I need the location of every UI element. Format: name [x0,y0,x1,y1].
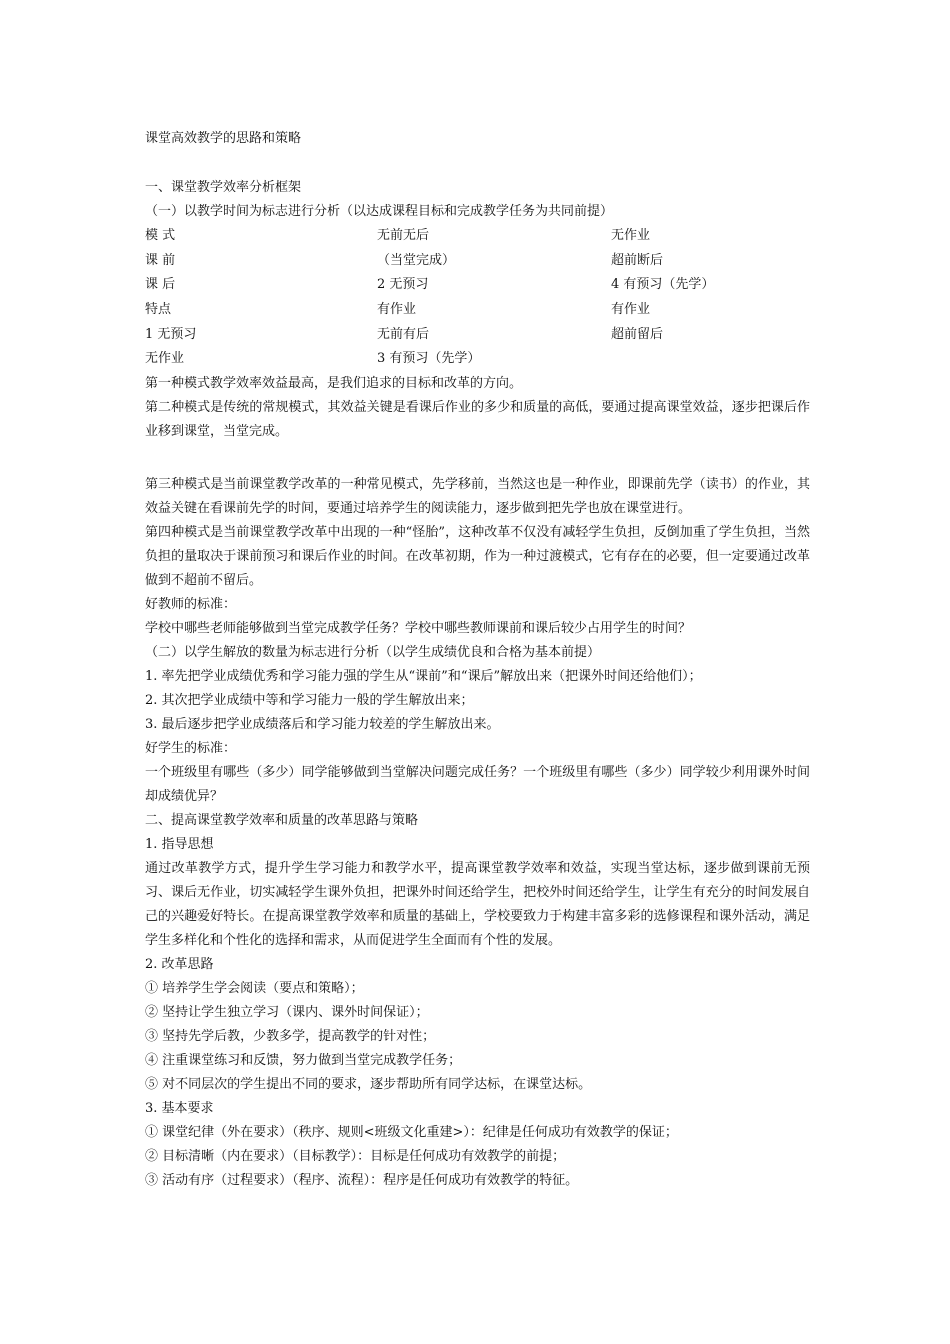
table-row [145,347,810,372]
table-cell: 有作业 [611,302,651,318]
table-cell: 无前无后 [377,228,430,243]
list-item: ③ 坚持先学后教，少教多学，提高教学的针对性； [145,1029,436,1044]
section-1-header [145,176,810,224]
mode-4-paragraph: 第四种模式是当前课堂教学改革中出现的一种“怪胎”，这种改革不仅没有减轻学生负担，反倒加重了学生负担，当然负担的量取决于课前预习和课后作业的时间。在改革初期，作为一种过渡模式，它有存在的必要，但一定要通过改革做到不超前不留后。 [145,525,810,588]
main-body [145,473,810,1193]
section-2-heading: 二、提高课堂教学效率和质量的改革思路与策略 [145,813,419,828]
table-cell: （当堂完成） [377,252,456,268]
table-cell: 无作业 [145,351,185,367]
list-item: 2. 其次把学业成绩中等和学习能力一般的学生解放出来； [145,693,474,708]
list-item: ④ 注重课堂练习和反馈，努力做到当堂完成教学任务； [145,1053,462,1068]
table-cell: 1 无预习 [145,326,197,342]
document-title: 课堂高效教学的思路和策略 [145,131,302,146]
table-cell: 特点 [145,302,172,318]
table-row [145,249,810,274]
guiding-heading: 1. 指导思想 [145,837,214,852]
mode-3-paragraph: 第三种模式是当前课堂教学改革的一种常见模式，先学移前，当然这也是一种作业，即课前先学（读书）的作业，其效益关键在看课前先学的时间，要通过培养学生的阅读能力，逐步做到把先学也放在课堂进行。 [145,477,810,516]
table-cell: 无作业 [611,228,651,243]
table-row [145,323,810,348]
good-student-paragraph: 一个班级里有哪些（多少）同学能够做到当堂解决问题完成任务？一个班级里有哪些（多少）同学较少利用课外时间却成绩优异？ [145,765,810,804]
list-item: ① 课堂纪律（外在要求）（秩序、规则<班级文化重建>）：纪律是任何成功有效教学的保证； [145,1125,678,1140]
good-teacher-heading: 好教师的标准： [145,597,237,612]
list-item: ⑤ 对不同层次的学生提出不同的要求，逐步帮助所有同学达标，在课堂达标。 [145,1077,592,1092]
reform-heading: 2. 改革思路 [145,957,214,972]
list-item: ② 目标清晰（内在要求）（目标教学）：目标是任何成功有效教学的前提； [145,1149,566,1164]
list-item: 3. 最后逐步把学业成绩落后和学习能力较差的学生解放出来。 [145,717,500,732]
table-row [145,298,810,323]
good-teacher-paragraph: 学校中哪些老师能够做到当堂完成教学任务？学校中哪些教师课前和课后较少占用学生的时间？ [145,621,692,636]
table-row [145,224,810,249]
mode-analysis-1-2 [145,372,810,444]
mode-1-paragraph: 第一种模式教学效率效益最高，是我们追求的目标和改革的方向。 [145,376,523,391]
section-1-heading: 一、课堂教学效率分析框架 [145,180,302,195]
good-student-heading: 好学生的标准： [145,741,237,756]
table-row [145,273,810,298]
list-item: ② 坚持让学生独立学习（课内、课外时间保证）； [145,1005,429,1020]
list-item: ① 培养学生学会阅读（要点和策略）； [145,981,364,996]
table-cell: 模 式 [145,228,176,243]
table-cell: 课 前 [145,252,176,268]
table-cell: 课 后 [145,277,176,293]
subsection-2-heading: （二）以学生解放的数量为标志进行分析（以学生成绩优良和合格为基本前提） [145,645,601,660]
mode-2-paragraph: 第二种模式是传统的常规模式，其效益关键是看课后作业的多少和质量的高低，要通过提高课堂效益，逐步把课后作业移到课堂，当堂完成。 [145,400,810,439]
mode-table [145,224,810,372]
subsection-1-heading: （一）以教学时间为标志进行分析（以达成课程目标和完成教学任务为共同前提） [145,204,614,219]
table-cell: 无前有后 [377,326,430,342]
guiding-paragraph: 通过改革教学方式，提升学生学习能力和教学水平，提高课堂教学效率和效益，实现当堂达标，逐步做到课前无预习、课后无作业，切实减轻学生课外负担，把课外时间还给学生，把校外时间还给学生，让学生有充分的时间发展自己的兴趣爱好特长。在提高课堂教学效率和质量的基础上，学校要致力于构建丰富多彩的选修课程和课外活动，满足学生多样化和个性化的选择和需求，从而促进学生全面而有个性的发展。 [145,861,810,948]
table-cell: 超前留后 [611,326,664,342]
list-item: 1. 率先把学业成绩优秀和学习能力强的学生从“课前”和“课后”解放出来（把课外时间还给他们）； [145,669,702,684]
table-cell: 4 有预习（先学） [611,277,715,293]
list-item: ③ 活动有序（过程要求）（程序、流程）：程序是任何成功有效教学的特征。 [145,1173,579,1188]
table-cell: 有作业 [377,302,417,318]
basic-heading: 3. 基本要求 [145,1101,214,1116]
table-cell: 3 有预习（先学） [377,351,481,367]
table-cell: 超前断后 [611,252,664,268]
table-cell: 2 无预习 [377,277,429,293]
